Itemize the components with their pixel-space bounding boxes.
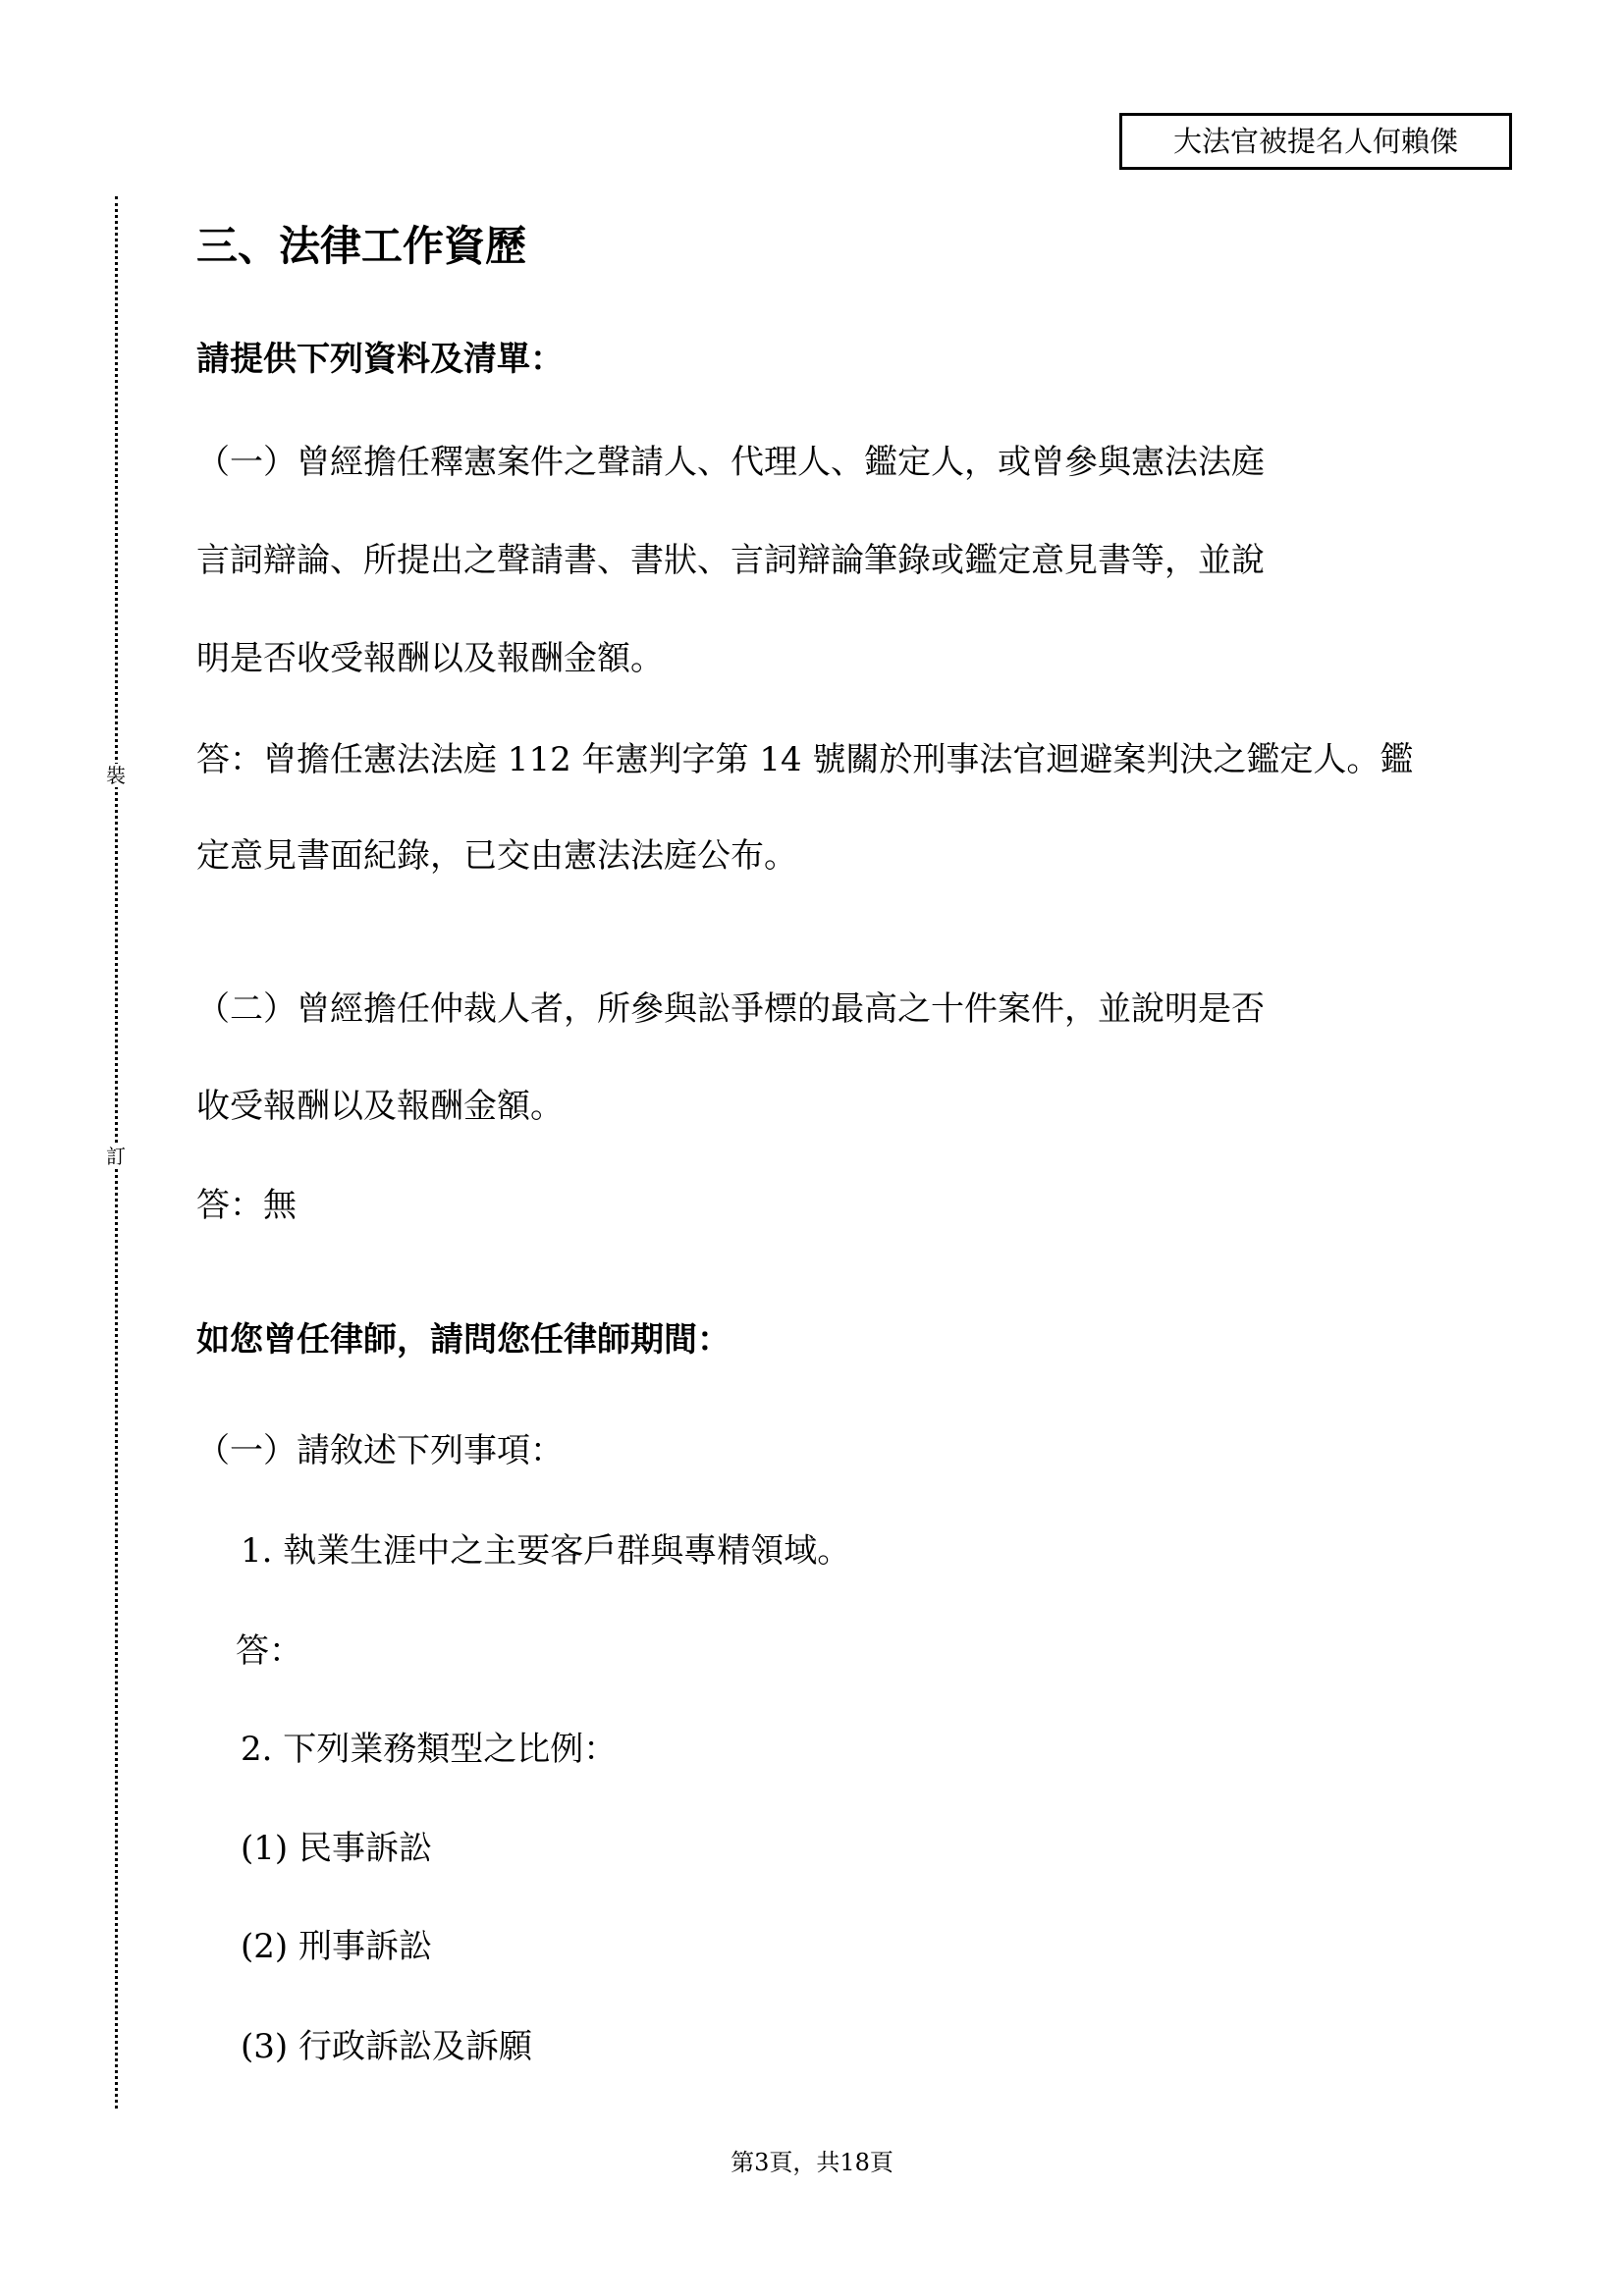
binding-mark-ding: 訂: [102, 1145, 130, 1168]
request-heading: 請提供下列資料及清單：: [196, 340, 564, 379]
question-2-line-2: 收受報酬以及報酬金額。: [196, 1087, 564, 1126]
question-1-line-2: 言詞辯論、所提出之聲請書、書狀、言詞辯論筆錄或鑑定意見書等，並說: [196, 541, 1265, 580]
section-title: 三、法律工作資歷: [196, 222, 527, 270]
question-1-line-1: （一）曾經擔任釋憲案件之聲請人、代理人、鑑定人，或曾參與憲法法庭: [196, 443, 1265, 482]
nominee-label-box: 大法官被提名人何賴傑: [1119, 113, 1512, 170]
lawyer-item-1-answer: 答：: [236, 1631, 302, 1671]
lawyer-item-2-sub-3: (3) 行政訴訟及訴願: [241, 2027, 532, 2066]
lawyer-question-1: （一）請敘述下列事項：: [196, 1431, 564, 1470]
lawyer-heading: 如您曾任律師，請問您任律師期間：: [196, 1320, 731, 1360]
answer-1-line-1: 答：曾擔任憲法法庭 112 年憲判字第 14 號關於刑事法官迴避案判決之鑑定人。鑑: [196, 740, 1414, 779]
lawyer-item-2: 2. 下列業務類型之比例：: [241, 1730, 618, 1769]
binding-mark-zhuang: 裝: [102, 764, 130, 787]
lawyer-item-2-sub-2: (2) 刑事訴訟: [241, 1927, 432, 1966]
lawyer-item-1: 1. 執業生涯中之主要客戶群與專精領域。: [241, 1531, 851, 1571]
answer-1-line-2: 定意見書面紀錄，已交由憲法法庭公布。: [196, 836, 797, 876]
question-1-line-3: 明是否收受報酬以及報酬金額。: [196, 639, 664, 678]
question-2-line-1: （二）曾經擔任仲裁人者，所參與訟爭標的最高之十件案件，並說明是否: [196, 989, 1265, 1029]
answer-2: 答：無: [196, 1186, 297, 1225]
lawyer-item-2-sub-1: (1) 民事訴訟: [241, 1829, 432, 1868]
page-number: 第3頁，共18頁: [731, 2149, 893, 2176]
